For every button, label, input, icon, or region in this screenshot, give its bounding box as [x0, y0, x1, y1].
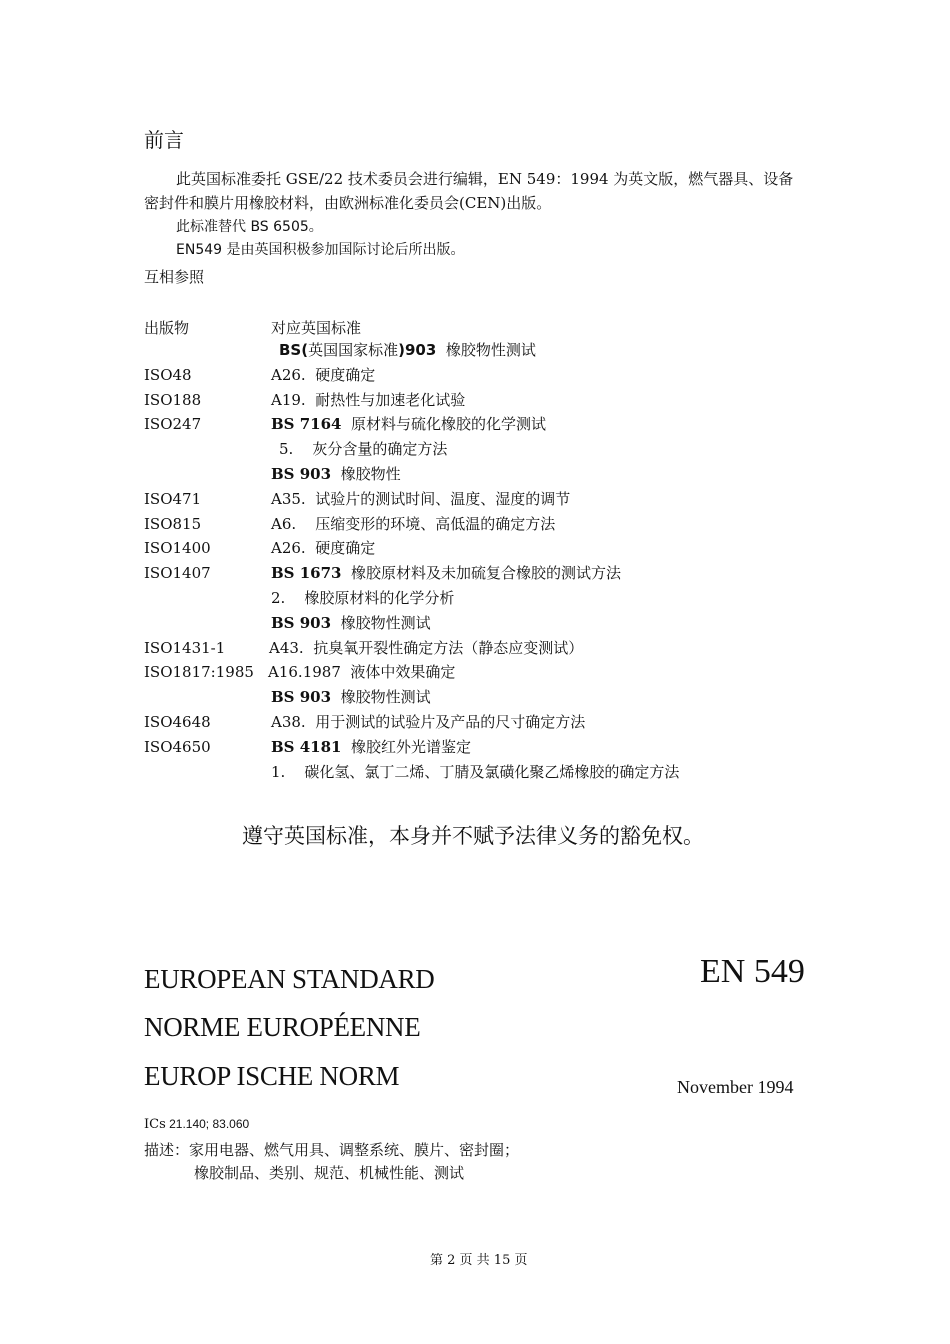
bs-description: 橡胶物性测试	[436, 341, 536, 359]
bs-description: A35. 试验片的测试时间、温度、湿度的调节	[271, 489, 571, 508]
bs-description: 橡胶原材料及未加硫复合橡胶的测试方法	[341, 564, 622, 583]
bs-number: BS 903	[271, 688, 332, 707]
table-row-british-standard	[271, 588, 454, 608]
standard-title-en: EUROPEAN STANDARD	[144, 964, 435, 994]
table-row-publication: ISO1817:1985	[144, 663, 254, 682]
table-row-british-standard	[271, 365, 375, 385]
bs-number: BS(	[279, 341, 309, 359]
standard-date: November 1994	[677, 1077, 794, 1097]
bs-description: A16.1987 液体中效果确定	[268, 663, 456, 682]
ics-label: ICs	[144, 1117, 166, 1132]
descriptors-line1: 描述：家用电器、燃气用具、调整系统、膜片、密封圈；	[144, 1141, 520, 1159]
table-row-british-standard	[271, 538, 375, 558]
table-row-british-standard	[271, 563, 621, 583]
bs-description: 1. 碳化氢、氯丁二烯、丁腈及氯磺化聚乙烯橡胶的确定方法	[271, 762, 680, 781]
table-row-publication: ISO4650	[144, 737, 211, 756]
foreword-heading: 前言	[144, 128, 184, 152]
bs-description: 橡胶物性测试	[331, 613, 431, 632]
bs-description: A26. 硬度确定	[271, 365, 376, 384]
table-row-british-standard	[269, 638, 583, 658]
foreword-para1-line2: 密封件和膜片用橡胶材料，由欧洲标准化委员会(CEN)出版。	[144, 194, 552, 212]
table-header-british-standard: 对应英国标准	[271, 319, 362, 337]
table-row-british-standard	[271, 687, 431, 707]
bs-number: BS 1673	[271, 564, 342, 583]
table-row-publication: ISO48	[144, 365, 192, 384]
descriptors-line2: 橡胶制品、类别、规范、机械性能、测试	[194, 1164, 465, 1182]
table-row-publication: ISO1400	[144, 539, 211, 558]
table-row-british-standard	[268, 662, 455, 682]
table-row-publication: ISO815	[144, 514, 202, 533]
table-row-british-standard	[271, 390, 465, 410]
foreword-para2: 此标准替代 BS 6505。	[176, 219, 323, 235]
bs-description: 橡胶红外光谱鉴定	[341, 737, 472, 756]
table-row-british-standard	[279, 439, 447, 459]
bs-number-suffix: )903	[398, 341, 437, 359]
bs-number: BS 903	[271, 465, 332, 483]
table-row-publication: ISO188	[144, 390, 202, 409]
page-footer: 第 2 页 共 15 页	[430, 1253, 528, 1268]
bs-description: 原材料与硫化橡胶的化学测试	[341, 415, 547, 434]
bs-description: A43. 抗臭氧开裂性确定方法（静态应变测试）	[269, 638, 584, 657]
bs-description: 橡胶物性	[331, 465, 401, 483]
table-row-british-standard	[271, 414, 546, 434]
bs-description: A19. 耐热性与加速老化试验	[271, 390, 466, 409]
table-row-british-standard	[271, 489, 570, 509]
bs-number: BS 4181	[271, 737, 342, 756]
bs-description: 2. 橡胶原材料的化学分析	[271, 589, 455, 607]
table-row-publication: ISO1407	[144, 564, 211, 583]
table-row-publication: ISO247	[144, 415, 202, 434]
table-row-british-standard	[271, 712, 585, 732]
bs-number: BS 7164	[271, 415, 342, 434]
table-row-british-standard	[279, 340, 536, 360]
bs-name-note: 英国国家标准	[308, 341, 399, 359]
table-row-british-standard	[271, 613, 431, 633]
table-header-publication: 出版物	[144, 319, 190, 337]
cross-reference-heading: 互相参照	[144, 268, 205, 286]
ics-value: 21.140; 83.060	[165, 1117, 250, 1131]
table-row-british-standard	[271, 762, 679, 782]
compliance-note: 遵守英国标准，本身并不赋予法律义务的豁免权。	[242, 824, 704, 848]
table-row-british-standard	[271, 464, 401, 484]
bs-description: A38. 用于测试的试验片及产品的尺寸确定方法	[271, 713, 586, 731]
ics-code	[144, 1117, 249, 1132]
table-row-british-standard	[271, 514, 555, 534]
bs-description: A6. 压缩变形的环境、高低温的确定方法	[271, 514, 556, 533]
standard-title-de: EUROP ISCHE NORM	[144, 1061, 400, 1091]
bs-description: 5. 灰分含量的确定方法	[279, 440, 448, 459]
table-row-publication: ISO1431-1	[144, 638, 226, 657]
foreword-para1-line1: 此英国标准委托 GSE/22 技术委员会进行编辑，EN 549：1994 为英文版，燃气器具、设备	[176, 170, 794, 188]
bs-description: 橡胶物性测试	[331, 688, 431, 707]
standard-number: EN 549	[700, 953, 805, 990]
table-row-british-standard	[271, 737, 471, 757]
standard-title-fr: NORME EUROPÉENNE	[144, 1012, 421, 1042]
table-row-publication: ISO471	[144, 489, 202, 508]
table-row-publication: ISO4648	[144, 713, 211, 731]
bs-number: BS 903	[271, 613, 332, 632]
bs-description: A26. 硬度确定	[271, 539, 376, 558]
foreword-para3: EN549 是由英国积极参加国际讨论后所出版。	[176, 242, 465, 258]
